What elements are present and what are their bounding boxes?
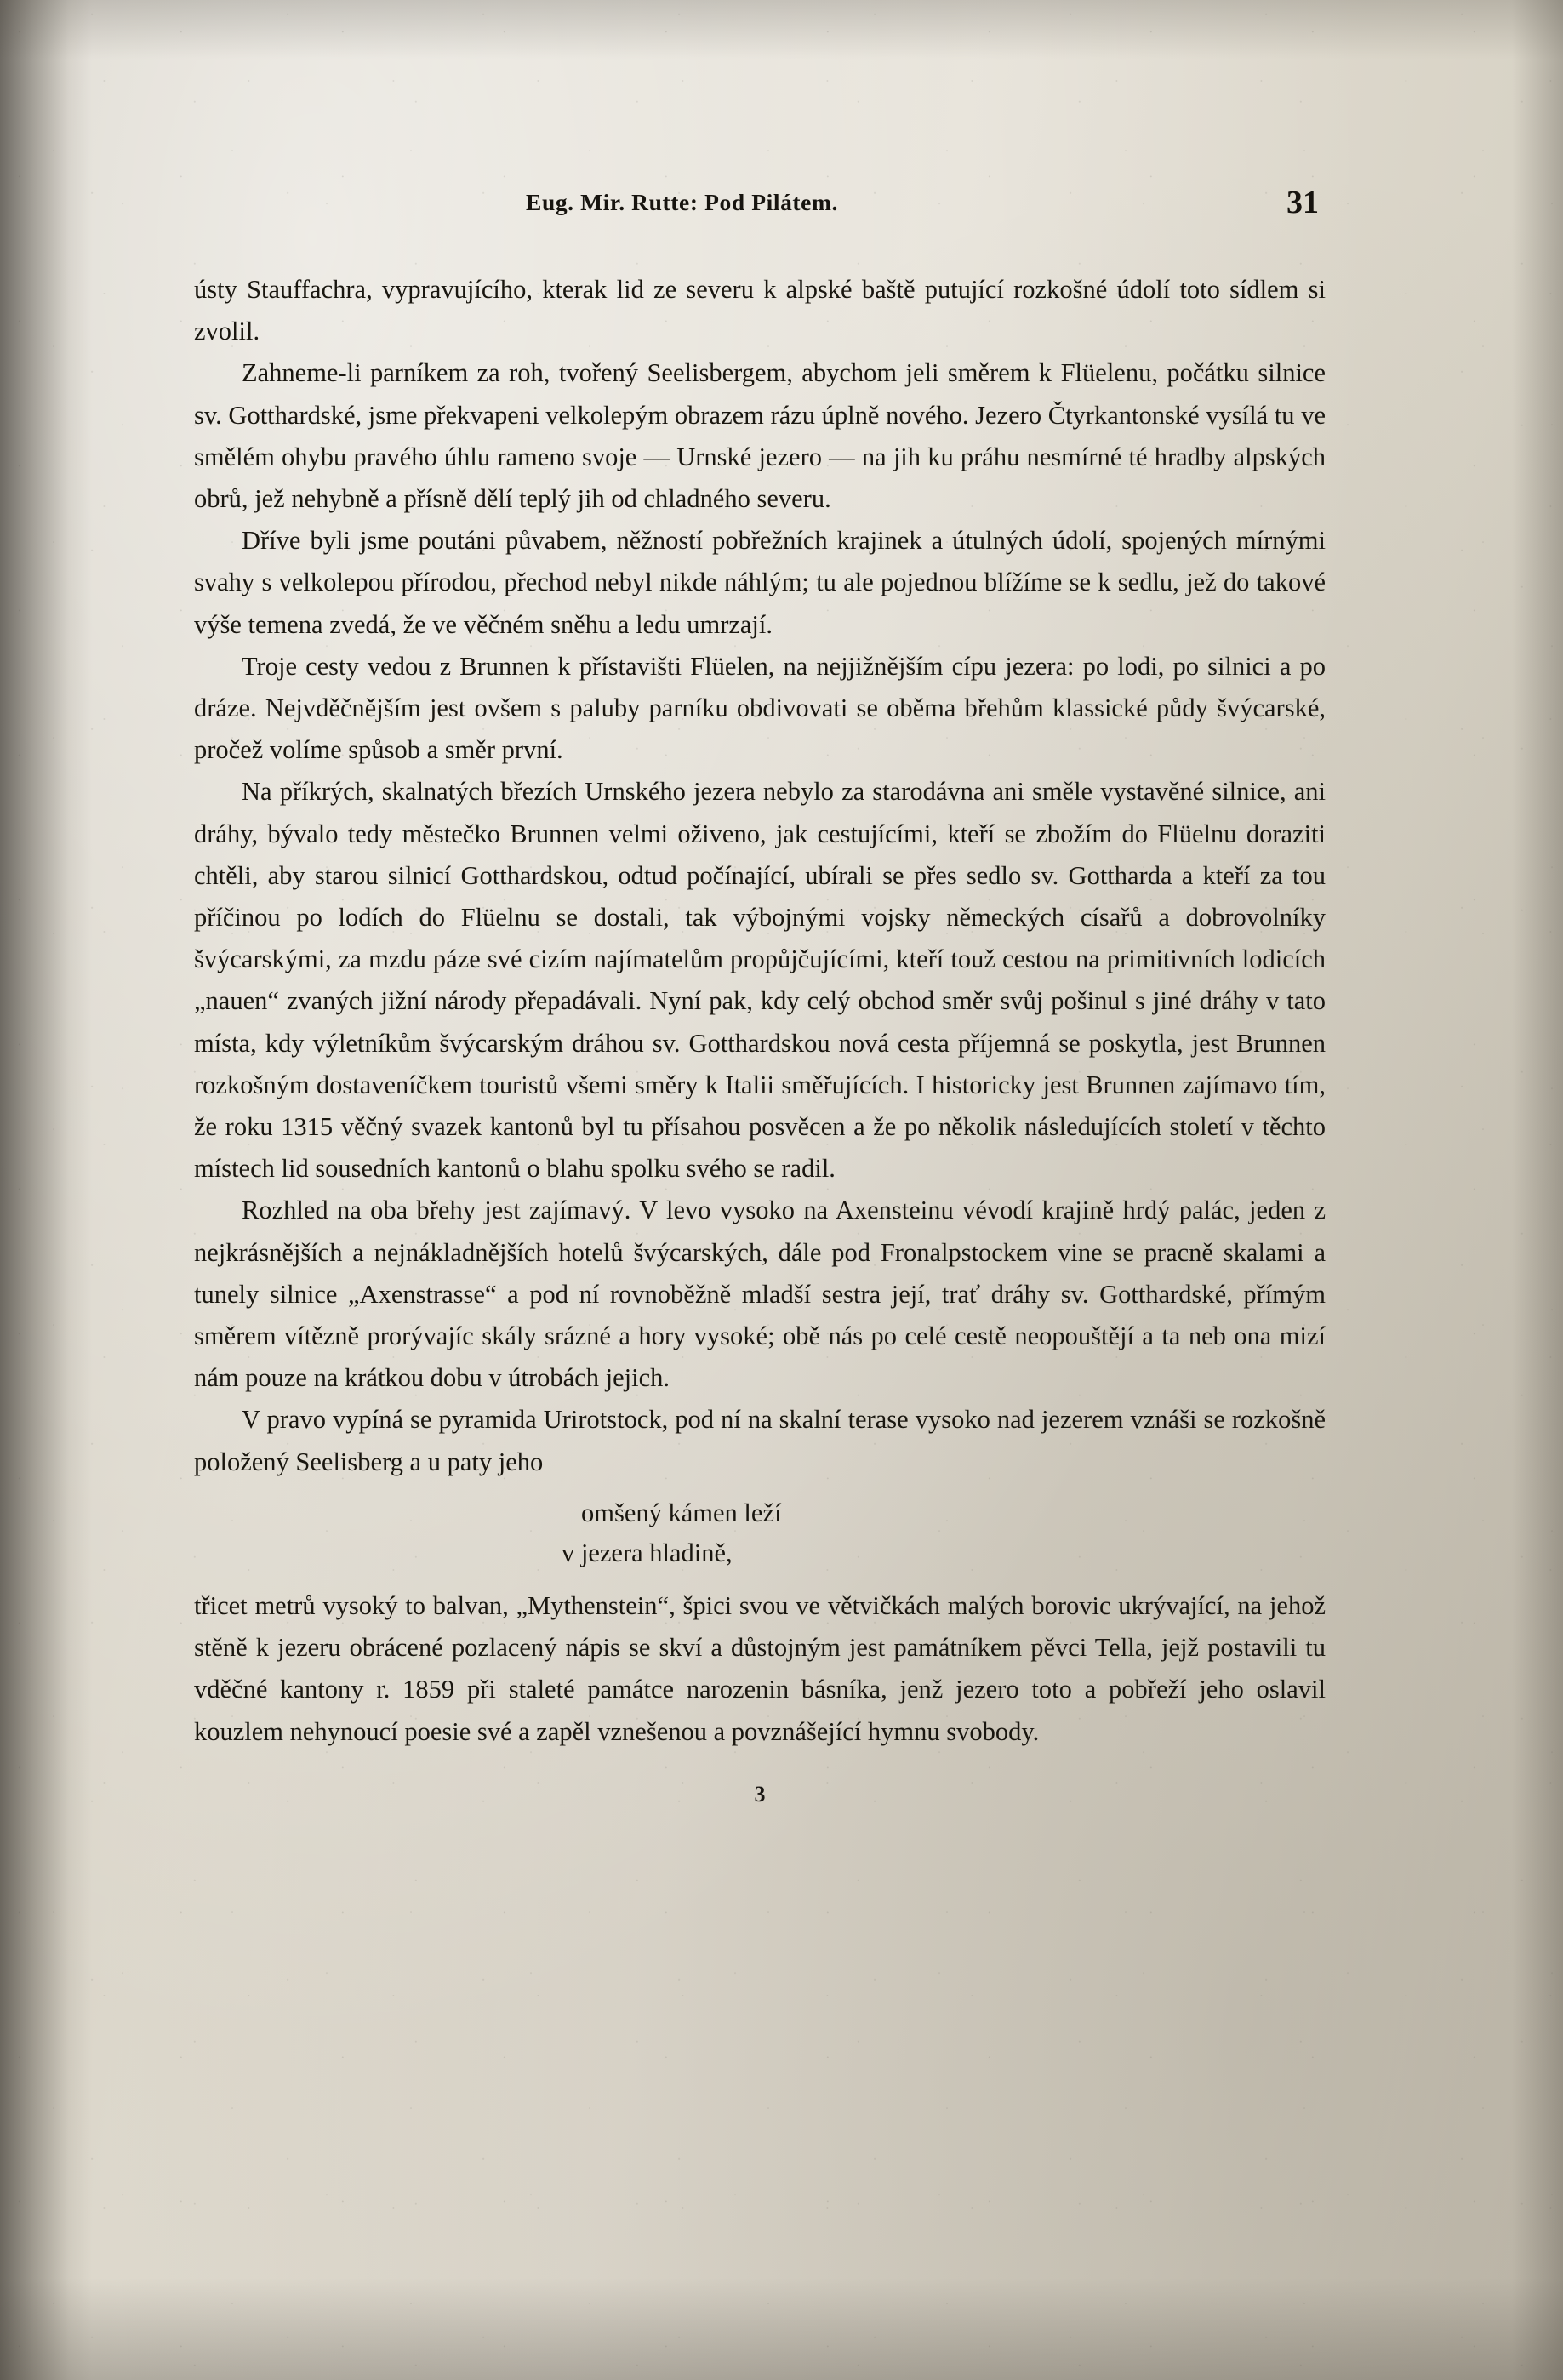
page-edge-top-shadow: [0, 0, 1563, 60]
verse-line: v jezera hladině,: [562, 1538, 733, 1567]
paragraph: třicet metrů vysoký to balvan, „Mythenstein“, špici svou ve větvičkách malých borovic ukrývající, na jehož stěně k jezeru obrácené pozlacený nápis se skví a důstojným jest památníkem pěvci Tella, jejž postavili tu vděčné kantony r. 1859 při staleté památce narozenin básníka, jenž jezero toto a pobřeží jeho oslavil kouzlem nehynoucí poesie své a zapěl vznešenou a povznášející hymnu svobody.: [194, 1590, 1326, 1746]
verse-block: [194, 1493, 1326, 1573]
running-head-title: Eug. Mir. Rutte: Pod Pilátem.: [526, 189, 838, 215]
paragraph: Rozhled na oba břehy jest zajímavý. V levo vysoko na Axensteinu vévodí krajině hrdý palác, jeden z nejkrásnějších a nejnákladnějších hotelů švýcarských, dále pod Fronalpstockem vine se pracně skalami a tunely silnice „Axenstrasse“ a pod ní rovnoběžně mladší sestra její, trať dráhy sv. Gotthardské, přímým směrem vítězně prorývajíc skály srázné a hory vysoké; obě nás po celé cestě neopouštějí a ta neb ona mizí nám pouze na krátkou dobu v útrobách jejich.: [194, 1196, 1326, 1393]
page-text-block: [194, 185, 1326, 1807]
signature-mark: 3: [754, 1781, 766, 1806]
paragraph: Na příkrých, skalnatých březích Urnského jezera nebylo za starodávna ani směle vystavěné silnice, ani dráhy, bývalo tedy městečko Brunnen velmi oživeno, jak cestujícími, kteří se zbožím do Flüelnu doraziti chtěli, aby starou silnicí Gotthardskou, odtud počínající, ubírali se přes sedlo sv. Gottharda a kteří za tou příčinou po lodích do Flüelnu se dostali, tak výbojnými vojsky německých císařů a dobrovolníky švýcarskými, za mzdu páze své cizím najímatelům propůjčujícími, kteří touž cestou na primitivních lodicích „nauen“ zvaných jižní národy přepadávali. Nyní pak, kdy celý obchod směr svůj pošinul s jiné dráhy v tato místa, kdy výletníkům švýcarským dráhou sv. Gotthardskou nová cesta příjemná se poskytla, jest Brunnen rozkošným dostaveníčkem touristů všemi směry k Italii směřujících. I historicky jest Brunnen zajímavo tím, že roku 1315 věčný svazek kantonů byl tu přísahou posvěcen a že po několik následujících století v těchto místech lid sousedních kantonů o blahu spolku svého se radil.: [194, 777, 1326, 1184]
page-edge-bottom-shadow: [0, 2278, 1563, 2380]
paragraph: Zahneme-li parníkem za roh, tvořený Seelisbergem, abychom jeli směrem k Flüelenu, počátku silnice sv. Gotthardské, jsme překvapeni velkolepým obrazem rázu úplně nového. Jezero Čtyrkantonské vysílá tu ve smělém ohybu pravého úhlu rameno svoje — Urnské jezero — na jih ku práhu nesmírné té hradby alpských obrů, jež nehybně a přísně dělí teplý jih od chladného severu.: [194, 358, 1326, 514]
binding-gutter-shadow: [0, 0, 92, 2380]
paragraph: V pravo vypíná se pyramida Urirotstock, pod ní na skalní terase vysoko nad jezerem vznáši se rozkošně položený Seelisberg a u paty jeho: [194, 1405, 1326, 1476]
page-number: 31: [1286, 185, 1319, 220]
signature-mark-wrap: [194, 1782, 1326, 1807]
verse-line: omšený kámen leží: [581, 1498, 782, 1527]
paragraph: ústy Stauffachra, vypravujícího, kterak lid ze severu k alpské baště putující rozkošné údolí toto sídlem si zvolil.: [194, 275, 1326, 346]
body-text: [194, 269, 1326, 1753]
paragraph: Troje cesty vedou z Brunnen k přístavišti Flüelen, na nejjižnějším cípu jezera: po lodi, po silnici a po dráze. Nejvděčnějším jest ovšem s paluby parníku obdivovati se oběma břehům klassické půdy švýcarské, pročež volíme spůsob a směr první.: [194, 651, 1326, 765]
paragraph: Dříve byli jsme poutáni půvabem, něžností pobřežních krajinek a útulných údolí, spojených mírnými svahy s velkolepou přírodou, přechod nebyl nikde náhlým; tu ale pojednou blížíme se k sedlu, jež do takové výše temena zvedá, že ve věčném sněhu a ledu umrzají.: [194, 526, 1326, 639]
running-head: [194, 185, 1326, 235]
page-edge-right-shadow: [1512, 0, 1563, 2380]
